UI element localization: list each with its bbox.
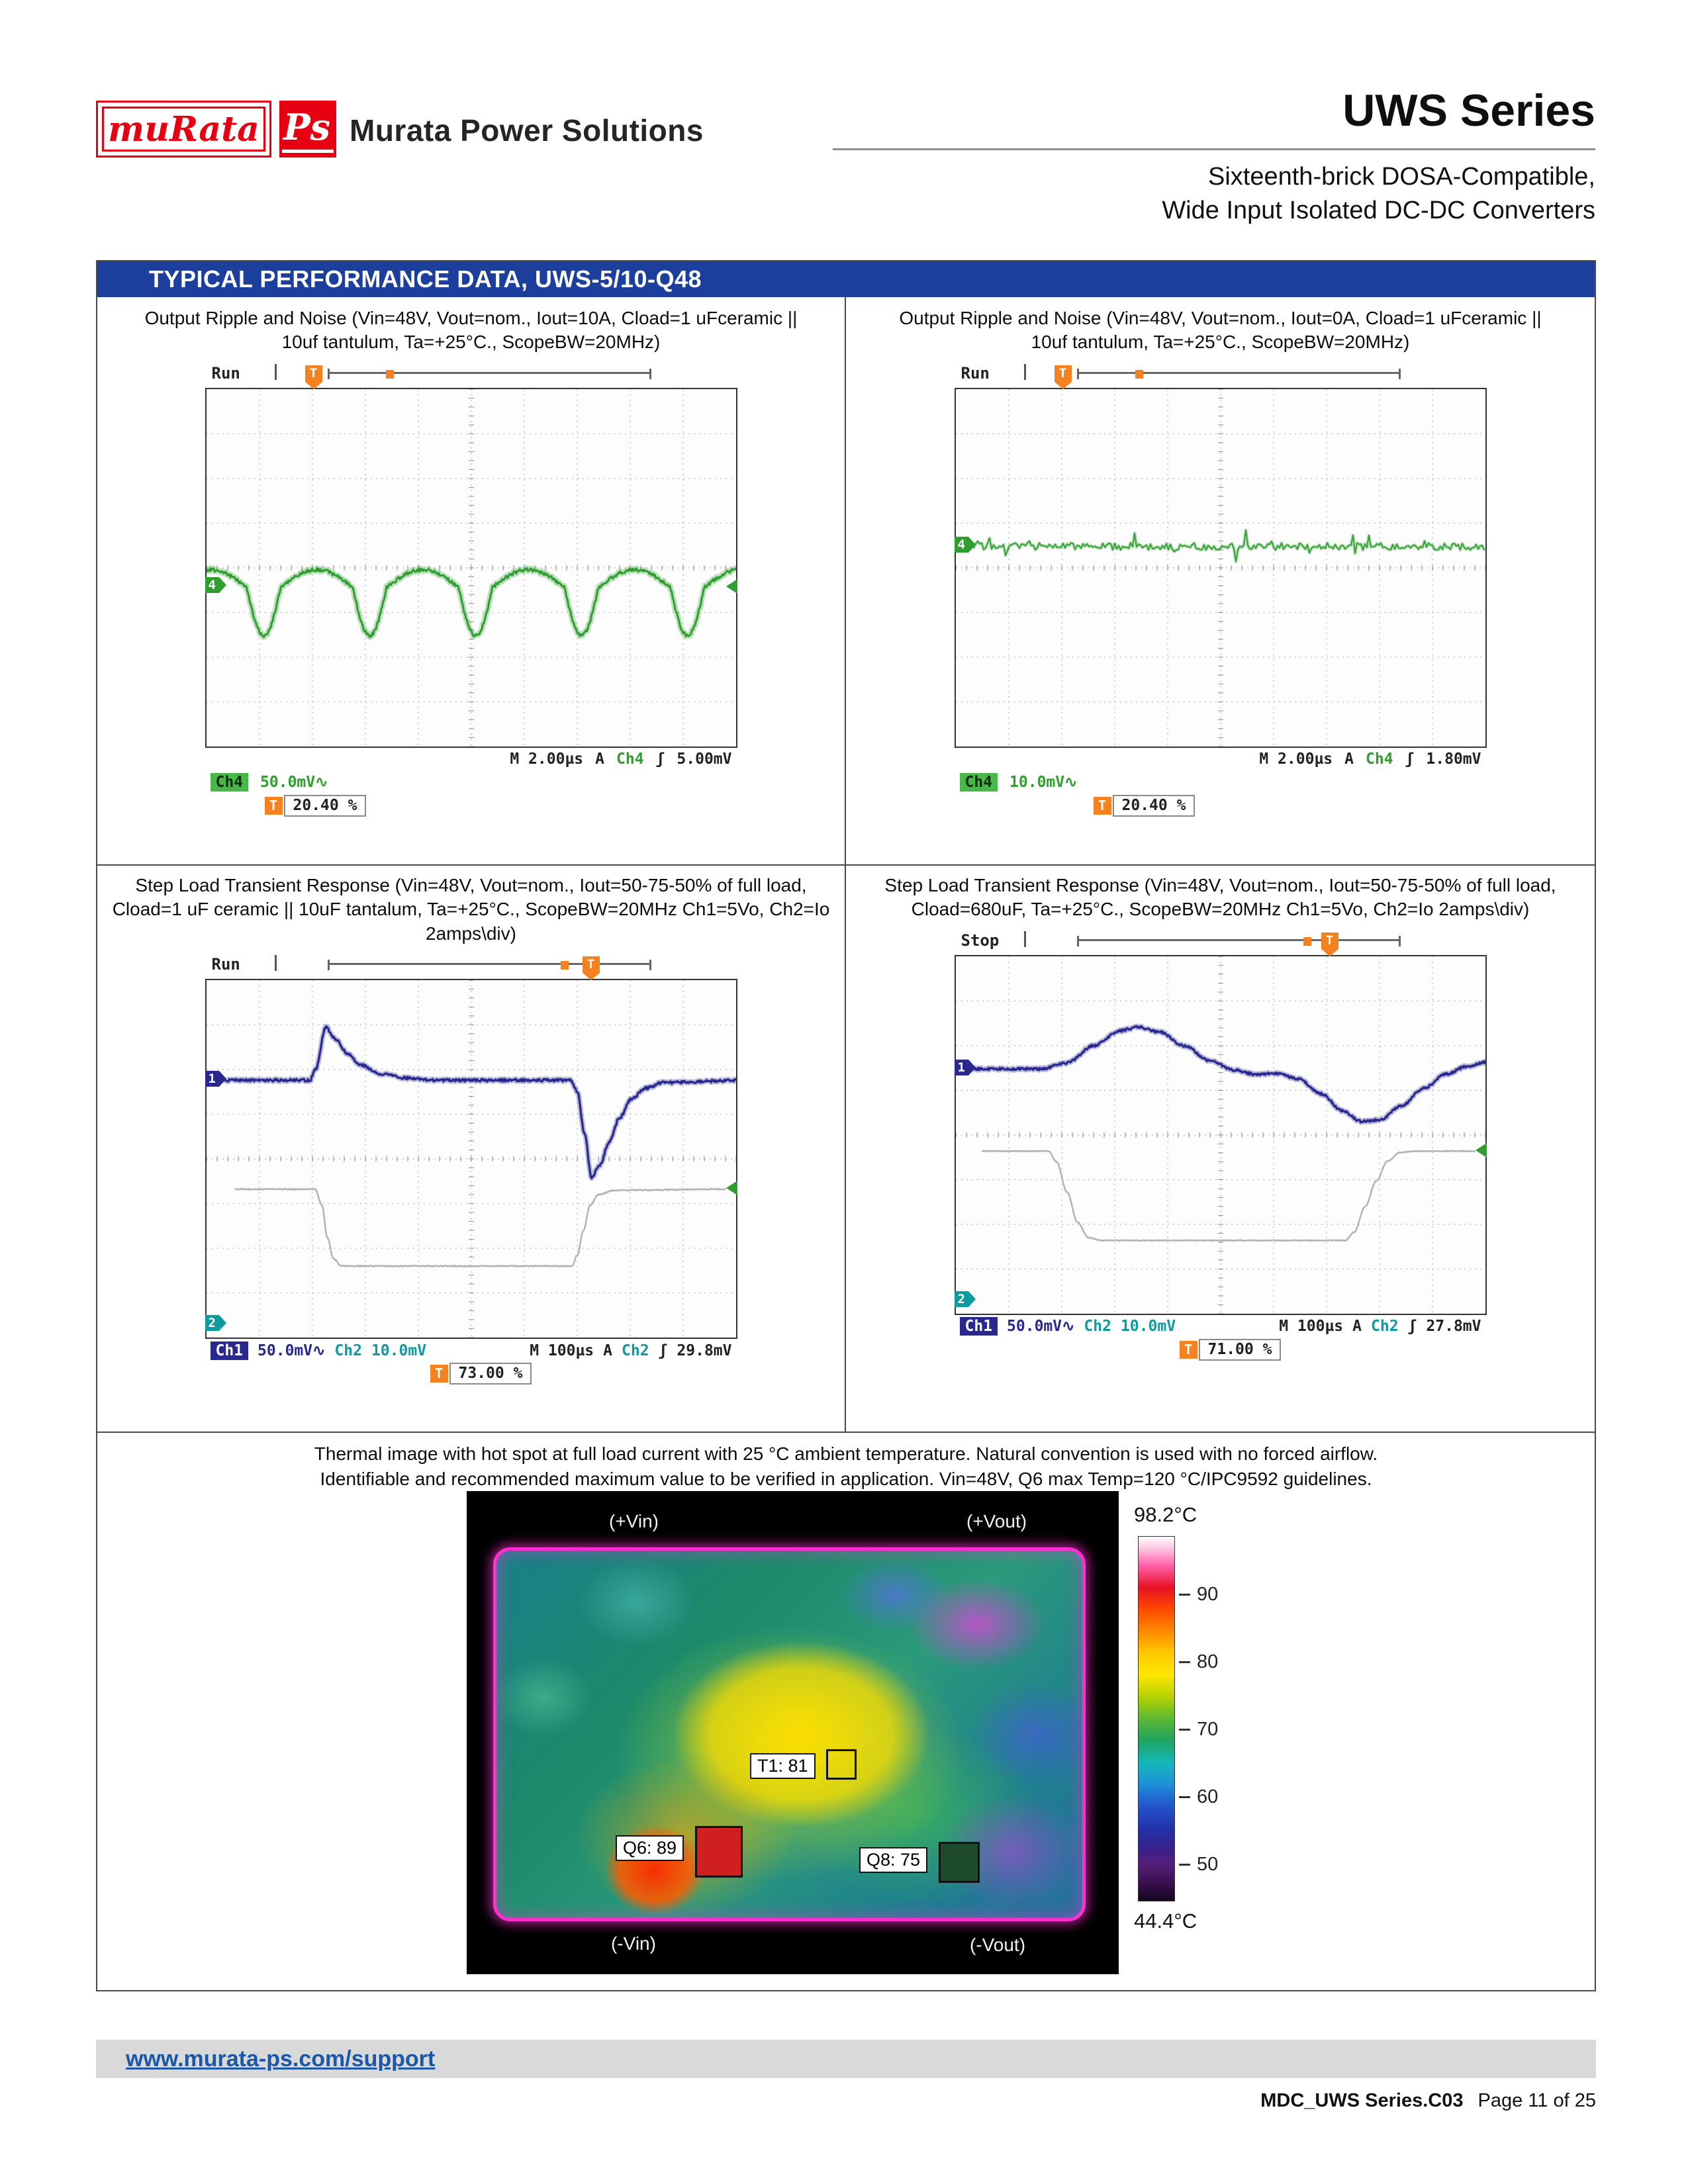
channel-scale: 10.0mV∿ (1009, 774, 1078, 792)
waveform-plot (207, 389, 736, 747)
trigger-position-value: 71.00 % (1199, 1339, 1282, 1361)
scale-tick-60: 60 (1179, 1786, 1218, 1808)
trigger-slope-icon: ʃ (1407, 1318, 1417, 1336)
section-title: TYPICAL PERFORMANCE DATA, UWS-5/10-Q48 (149, 265, 702, 293)
thermal-image (467, 1491, 1119, 1974)
channel-2-label: Ch2 (334, 1342, 362, 1359)
timebase-value: M 2.00µs (1259, 751, 1333, 768)
channel-label: Ch4 (211, 773, 249, 792)
trigger-position-value: 20.40 % (284, 795, 367, 817)
trigger-flag-tip (305, 382, 322, 389)
scope-top-divider (275, 955, 277, 971)
channel-1-label: Ch1 (211, 1342, 249, 1360)
panel-transient-bulk-cap (846, 866, 1595, 1432)
panel-caption: Output Ripple and Noise (Vin=48V, Vout=nom., Iout=0A, Cload=1 uFceramic || 10uf tantulum, Ta=+25°C., ScopeBW=20MHz) (899, 308, 1542, 353)
panel-caption: Output Ripple and Noise (Vin=48V, Vout=nom., Iout=10A, Cload=1 uFceramic || 10uf tantulum, Ta=+25°C., ScopeBW=20MHz) (144, 308, 798, 353)
trigger-source: Ch4 (616, 751, 644, 768)
trigger-marker (1321, 933, 1338, 956)
channel-1-marker: 1 (955, 1060, 976, 1075)
scale-tick-80: 80 (1179, 1651, 1218, 1673)
trigger-marker (1055, 365, 1072, 389)
scope-record-window (328, 963, 651, 965)
trigger-source: Ch2 (1371, 1318, 1399, 1336)
t1-temperature-label: T1: 81 (750, 1753, 816, 1779)
series-subtitle-line1: Sixteenth-brick DOSA-Compatible, (1208, 163, 1595, 191)
trigger-flag-icon: T (1321, 933, 1338, 949)
trigger-level-value: 5.00mV (677, 751, 732, 768)
scope-record-window (1077, 939, 1401, 941)
scale-max-temperature: 98.2°C (1134, 1503, 1197, 1526)
trigger-flag-tip (583, 973, 600, 980)
channel-readouts (960, 1317, 1176, 1336)
timebase-value: M 2.00µs (510, 751, 584, 768)
channel-1-scale: 50.0mV∿ (1007, 1318, 1075, 1336)
trigger-marker (305, 365, 322, 389)
channel-1-scale: 50.0mV∿ (258, 1342, 326, 1359)
scope-readout-channels (205, 1339, 737, 1362)
thermal-caption-line2: Identifiable and recommended maximum value to be verified in application. Vin=48V, Q6 max Temp=120 °C/IPC9592 guidelines. (320, 1469, 1372, 1490)
scope-top-divider (1024, 931, 1026, 947)
channel-label: Ch4 (960, 773, 998, 792)
trigger-slope-icon: ʃ (1405, 751, 1415, 768)
scope-readout-trigger-pos (205, 1362, 737, 1385)
scope-readout-channels (955, 1315, 1487, 1338)
scale-tick-50: 50 (1179, 1854, 1218, 1876)
trigger-icon: T (1180, 1341, 1197, 1359)
channel-readouts (211, 1342, 427, 1360)
trigger-level-value: 1.80mV (1426, 751, 1481, 768)
trigger-level-value: 29.8mV (677, 1342, 732, 1359)
trigger-slope-icon: ʃ (658, 1342, 668, 1359)
label-vin-negative: (-Vin) (611, 1933, 656, 1954)
scope-readout-channel (955, 771, 1487, 794)
channel-4-marker: 4 (205, 577, 226, 593)
scope-readout-timebase (955, 748, 1487, 771)
timebase-trigger-readouts (1279, 1318, 1481, 1335)
trigger-position-tick (561, 961, 569, 970)
timebase-value: M 100µs (530, 1342, 594, 1359)
scale-tick-70: 70 (1179, 1719, 1218, 1741)
trigger-source: Ch4 (1366, 751, 1393, 768)
oscilloscope-screenshot (205, 360, 737, 817)
document-footer (96, 2090, 1596, 2112)
scale-tick-90: 90 (1179, 1584, 1218, 1606)
murata-logo (96, 101, 271, 158)
murata-logo-text: muRata (102, 107, 265, 152)
label-vout-positive: (+Vout) (966, 1511, 1027, 1531)
scope-readout-trigger-pos (955, 794, 1487, 817)
panel-transient-ceramic (97, 866, 846, 1432)
scope-row-1 (97, 297, 1595, 864)
scope-readout-trigger-pos (205, 794, 737, 817)
thermal-caption-line1: Thermal image with hot spot at full load current with 25 °C ambient temperature. Natural convention is used with no forced airflow. (314, 1443, 1378, 1464)
channel-2-scale: 10.0mV (371, 1342, 427, 1359)
oscilloscope-screenshot (955, 927, 1487, 1361)
panel-caption: Step Load Transient Response (Vin=48V, Vout=nom., Iout=50-75-50% of full load, Cload=680uF, Ta=+25°C., ScopeBW=20MHz Ch1=5Vo, Ch2=Io 2amps\div) (884, 875, 1556, 920)
trigger-position-tick (1303, 937, 1311, 946)
scope-acquisition-state: Run (211, 363, 240, 383)
q8-hotspot-box (939, 1842, 980, 1883)
t1-hotspot-box (826, 1749, 857, 1780)
q6-hotspot-box (695, 1826, 743, 1878)
acquisition-mode: A (603, 1342, 612, 1359)
scope-readout-trigger-pos (955, 1338, 1487, 1361)
channel-2-label: Ch2 (1084, 1318, 1111, 1336)
trigger-level-arrow (726, 1181, 737, 1195)
trigger-marker (583, 956, 600, 980)
waveform-plot (956, 389, 1485, 747)
trigger-position-tick (386, 370, 394, 379)
channel-2-marker: 2 (955, 1291, 976, 1307)
trigger-flag-icon: T (1055, 365, 1072, 382)
scope-top-divider (275, 364, 277, 380)
q8-temperature-label: Q8: 75 (859, 1847, 927, 1873)
trigger-flag-tip (1055, 382, 1072, 389)
q6-temperature-label: Q6: 89 (616, 1835, 684, 1861)
channel-1-marker: 1 (205, 1071, 226, 1087)
ps-logo-text: Ps (282, 106, 334, 153)
trigger-flag-icon: T (583, 956, 600, 973)
series-title: UWS Series (1342, 85, 1595, 136)
panel-ripple-full-load (97, 297, 846, 864)
channel-4-marker: 4 (955, 537, 976, 553)
waveform-plot (956, 956, 1485, 1314)
trigger-position-value: 73.00 % (449, 1363, 532, 1385)
acquisition-mode: A (595, 751, 604, 768)
trigger-position-tick (1135, 370, 1143, 379)
trigger-icon: T (265, 797, 283, 815)
channel-scale: 50.0mV∿ (260, 774, 328, 792)
label-vout-negative: (-Vout) (970, 1934, 1026, 1955)
panel-ripple-no-load (846, 297, 1595, 864)
scope-readout-timebase (205, 748, 737, 771)
header-divider-line (833, 148, 1595, 150)
trigger-level-arrow (726, 579, 737, 594)
trigger-slope-icon: ʃ (655, 751, 665, 768)
page-number: Page 11 of 25 (1477, 2090, 1596, 2111)
trigger-source: Ch2 (622, 1342, 649, 1359)
scope-acquisition-state: Run (961, 363, 990, 383)
channel-2-scale: 10.0mV (1120, 1318, 1176, 1336)
series-subtitle-line2: Wide Input Isolated DC-DC Converters (1162, 197, 1595, 225)
acquisition-mode: A (1352, 1318, 1362, 1336)
section-header-bar (97, 261, 1595, 297)
oscilloscope-screenshot (955, 360, 1487, 817)
scope-top-bar (955, 927, 1487, 955)
thermal-color-scale (1130, 1491, 1295, 1974)
scope-readout-channel (205, 771, 737, 794)
footer-support-bar (96, 2040, 1596, 2078)
trigger-level-arrow (1476, 1143, 1487, 1158)
trigger-icon: T (1094, 797, 1111, 815)
waveform-plot (207, 980, 736, 1338)
performance-data-box (96, 260, 1596, 1991)
thermal-section (97, 1432, 1595, 1990)
channel-2-marker: 2 (205, 1315, 226, 1331)
trigger-level-value: 27.8mV (1426, 1318, 1481, 1336)
channel-1-label: Ch1 (960, 1317, 998, 1336)
temperature-gradient-bar (1138, 1536, 1175, 1901)
scope-acquisition-state: Run (211, 955, 240, 974)
scope-top-divider (1024, 364, 1026, 380)
panel-caption: Step Load Transient Response (Vin=48V, Vout=nom., Iout=50-75-50% of full load, Cload=1 uF ceramic || 10uF tantalum, Ta=+25°C., ScopeBW=20MHz Ch1=5Vo, Ch2=Io 2amps\div) (112, 875, 830, 944)
series-subtitle (861, 160, 1595, 228)
scope-record-window (1077, 372, 1401, 374)
scope-record-window (328, 372, 651, 374)
scope-top-bar (955, 360, 1487, 388)
oscilloscope-screenshot (205, 951, 737, 1385)
company-name: Murata Power Solutions (350, 113, 704, 148)
trigger-position-value: 20.40 % (1113, 795, 1196, 817)
ps-logo (279, 101, 336, 158)
timebase-value: M 100µs (1279, 1318, 1344, 1336)
trigger-flag-tip (1321, 949, 1338, 956)
label-vin-positive: (+Vin) (609, 1511, 659, 1531)
support-link[interactable]: www.murata-ps.com/support (126, 2046, 436, 2071)
scope-top-bar (205, 951, 737, 979)
document-number: MDC_UWS Series.C03 (1260, 2090, 1464, 2111)
scale-min-temperature: 44.4°C (1134, 1909, 1197, 1933)
acquisition-mode: A (1344, 751, 1354, 768)
timebase-trigger-readouts (530, 1342, 731, 1359)
scope-acquisition-state: Stop (961, 931, 1000, 950)
trigger-flag-icon: T (305, 365, 322, 382)
scope-top-bar (205, 360, 737, 388)
trigger-icon: T (430, 1365, 448, 1383)
scope-row-2 (97, 864, 1595, 1432)
thermal-pcb-image (493, 1547, 1086, 1921)
